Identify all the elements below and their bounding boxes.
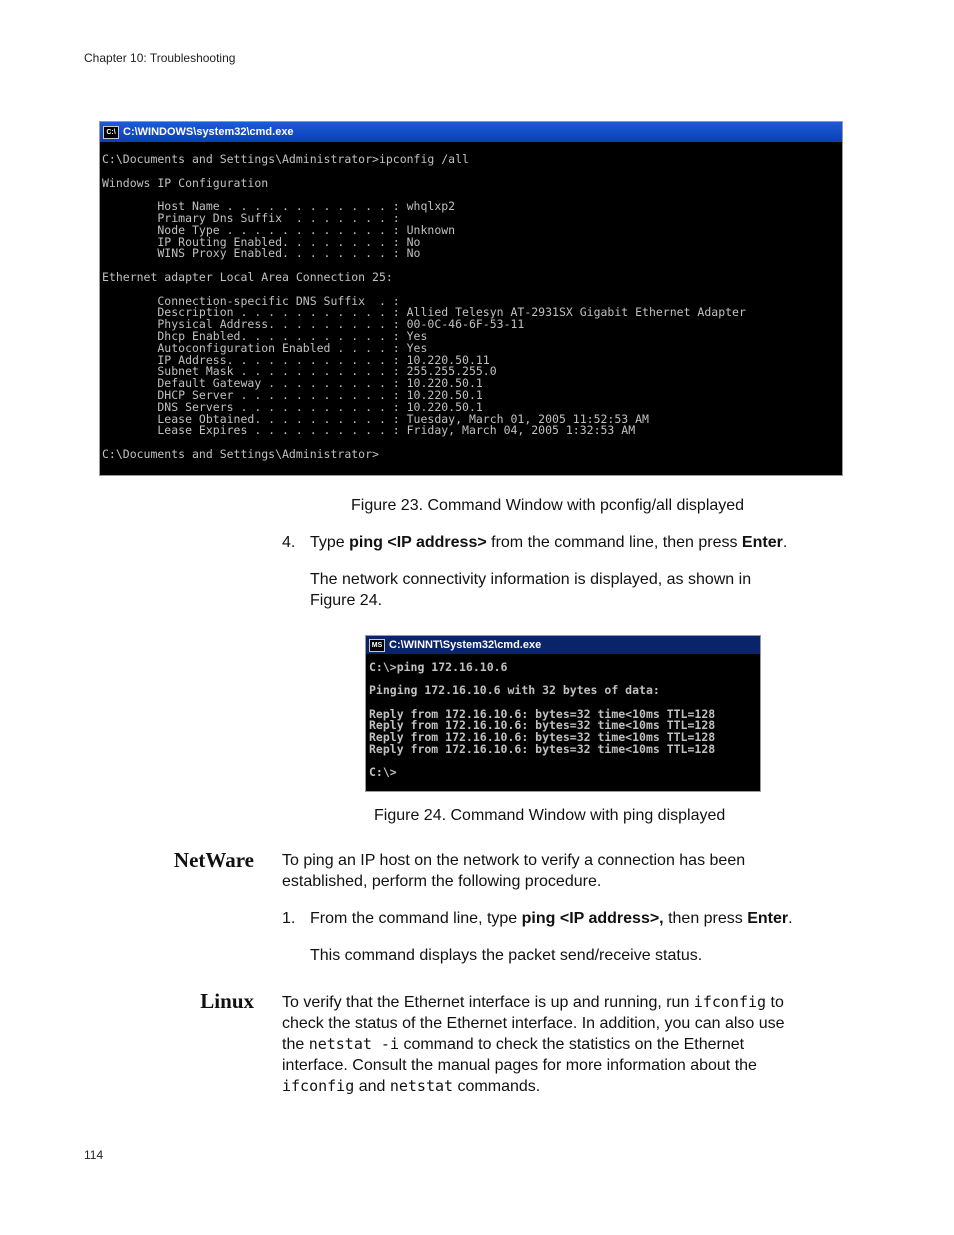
console-line: Reply from 172.16.10.6: bytes=32 time<10ms TTL=128: [369, 729, 716, 744]
console-line: Primary Dns Suffix . . . . . . . :: [102, 210, 400, 225]
intro-line: To ping an IP host on the network to verify a connection has been: [282, 852, 746, 869]
ipconfig-cmd-window: [100, 122, 842, 475]
console-output: [100, 142, 842, 461]
console-line: Default Gateway . . . . . . . . . : 10.220.50.1: [102, 376, 483, 391]
code-ifconfig: ifconfig: [693, 993, 767, 1011]
paragraph-line: [282, 992, 785, 1014]
netware-intro: [282, 851, 745, 892]
console-line: DNS Servers . . . . . . . . . . . : 10.220.50.1: [102, 399, 483, 414]
step-number: 4.: [282, 534, 296, 551]
command-text: ping <IP address>,: [521, 910, 664, 927]
code-netstat-i: netstat -i: [308, 1035, 399, 1053]
console-line: DHCP Server . . . . . . . . . . . : 10.220.50.1: [102, 387, 483, 402]
intro-line: established, perform the following procedure.: [282, 872, 602, 890]
paragraph-line: [282, 1076, 785, 1098]
console-line: Subnet Mask . . . . . . . . . . . : 255.255.255.0: [102, 364, 497, 379]
text: and: [354, 1078, 390, 1095]
linux-heading: Linux: [200, 989, 254, 1013]
step-4-instruction: [310, 533, 787, 554]
console-line: Description . . . . . . . . . . . : Allied Telesyn AT-2931SX Gigabit Ethernet Adapter: [102, 305, 746, 320]
window-title: C:\WINDOWS\system32\cmd.exe: [123, 126, 294, 138]
console-line: Lease Obtained. . . . . . . . . . : Tuesday, March 01, 2005 11:52:53 AM: [102, 411, 649, 426]
running-header: Chapter 10: Troubleshooting: [84, 51, 236, 65]
console-line: Dhcp Enabled. . . . . . . . . . . : Yes: [102, 328, 428, 343]
console-icon: C:\: [103, 126, 119, 139]
paragraph-line: interface. Consult the manual pages for more information about the: [282, 1056, 757, 1074]
text: To verify that the Ethernet interface is up and running, run: [282, 994, 694, 1011]
console-line: Reply from 172.16.10.6: bytes=32 time<10ms TTL=128: [369, 706, 716, 721]
netware-heading: NetWare: [173, 848, 254, 872]
console-line: Physical Address. . . . . . . . . : 00-0C-46-6F-53-11: [102, 317, 525, 332]
code-ifconfig: ifconfig: [282, 1077, 355, 1095]
figure-23-caption: Figure 23. Command Window with pconfig/all displayed: [351, 497, 745, 514]
command-text: ping <IP address>: [349, 534, 487, 551]
console-line: Ethernet adapter Local Area Connection 25:: [102, 269, 393, 284]
console-line: C:\Documents and Settings\Administrator>: [102, 446, 379, 461]
console-output: [366, 654, 760, 779]
page-number: 114: [84, 1148, 104, 1162]
console-line: Pinging 172.16.10.6 with 32 bytes of data:: [369, 683, 660, 698]
console-line: Autoconfiguration Enabled . . . . : Yes: [102, 340, 428, 355]
step-text: then press: [663, 910, 748, 927]
console-line: WINS Proxy Enabled. . . . . . . . : No: [102, 246, 421, 261]
console-line: Reply from 172.16.10.6: bytes=32 time<10ms TTL=128: [369, 718, 716, 733]
paragraph-line: check the status of the Ethernet interface. In addition, you can also use: [282, 1014, 785, 1032]
console-line: IP Routing Enabled. . . . . . . . : No: [102, 234, 421, 249]
console-line: Connection-specific DNS Suffix . :: [102, 293, 400, 308]
result-line: The network connectivity information is displayed, as shown in: [310, 571, 752, 588]
step-text: Type: [310, 534, 350, 551]
text: to: [766, 994, 784, 1011]
step-text: .: [782, 534, 788, 551]
console-line: Host Name . . . . . . . . . . . . : whqlxp2: [102, 199, 456, 214]
step-number: 1.: [282, 910, 296, 927]
console-line: C:\Documents and Settings\Administrator>ipconfig /all: [102, 152, 469, 166]
text: command to check the statistics on the Ethernet: [399, 1036, 745, 1053]
text: the: [282, 1036, 309, 1053]
console-line: Windows IP Configuration: [102, 175, 269, 190]
console-line: Reply from 172.16.10.6: bytes=32 time<10ms TTL=128: [369, 741, 716, 756]
key-name: Enter: [741, 534, 783, 551]
console-line: Node Type . . . . . . . . . . . . : Unknown: [102, 222, 456, 237]
step-text: from the command line, then press: [486, 534, 742, 551]
console-line: [369, 755, 760, 767]
console-line: Lease Expires . . . . . . . . . . : Friday, March 04, 2005 1:32:53 AM: [102, 423, 636, 438]
step-text: .: [788, 910, 793, 927]
key-name: Enter: [747, 910, 789, 927]
figure-24-caption: Figure 24. Command Window with ping displayed: [374, 807, 726, 824]
result-line: Figure 24.: [310, 591, 383, 609]
cmd-title-bar: [366, 636, 760, 654]
linux-paragraph: [282, 992, 785, 1098]
text: commands.: [453, 1078, 541, 1095]
ping-cmd-window: [366, 636, 760, 791]
console-line: C:\>ping 172.16.10.6: [369, 660, 508, 674]
code-netstat: netstat: [389, 1077, 454, 1095]
window-title: C:\WINNT\System32\cmd.exe: [389, 639, 542, 651]
netware-step-1: [310, 909, 793, 930]
console-line: IP Address. . . . . . . . . . . . : 10.220.50.11: [102, 352, 490, 367]
step-text: From the command line, type: [310, 910, 522, 927]
cmd-title-bar: [100, 122, 842, 142]
paragraph-line: [282, 1034, 785, 1056]
netware-step-result: This command displays the packet send/receive status.: [310, 947, 703, 964]
step-4-result: [310, 570, 751, 611]
console-line: C:\>: [369, 764, 397, 779]
console-icon: MS: [369, 639, 385, 652]
